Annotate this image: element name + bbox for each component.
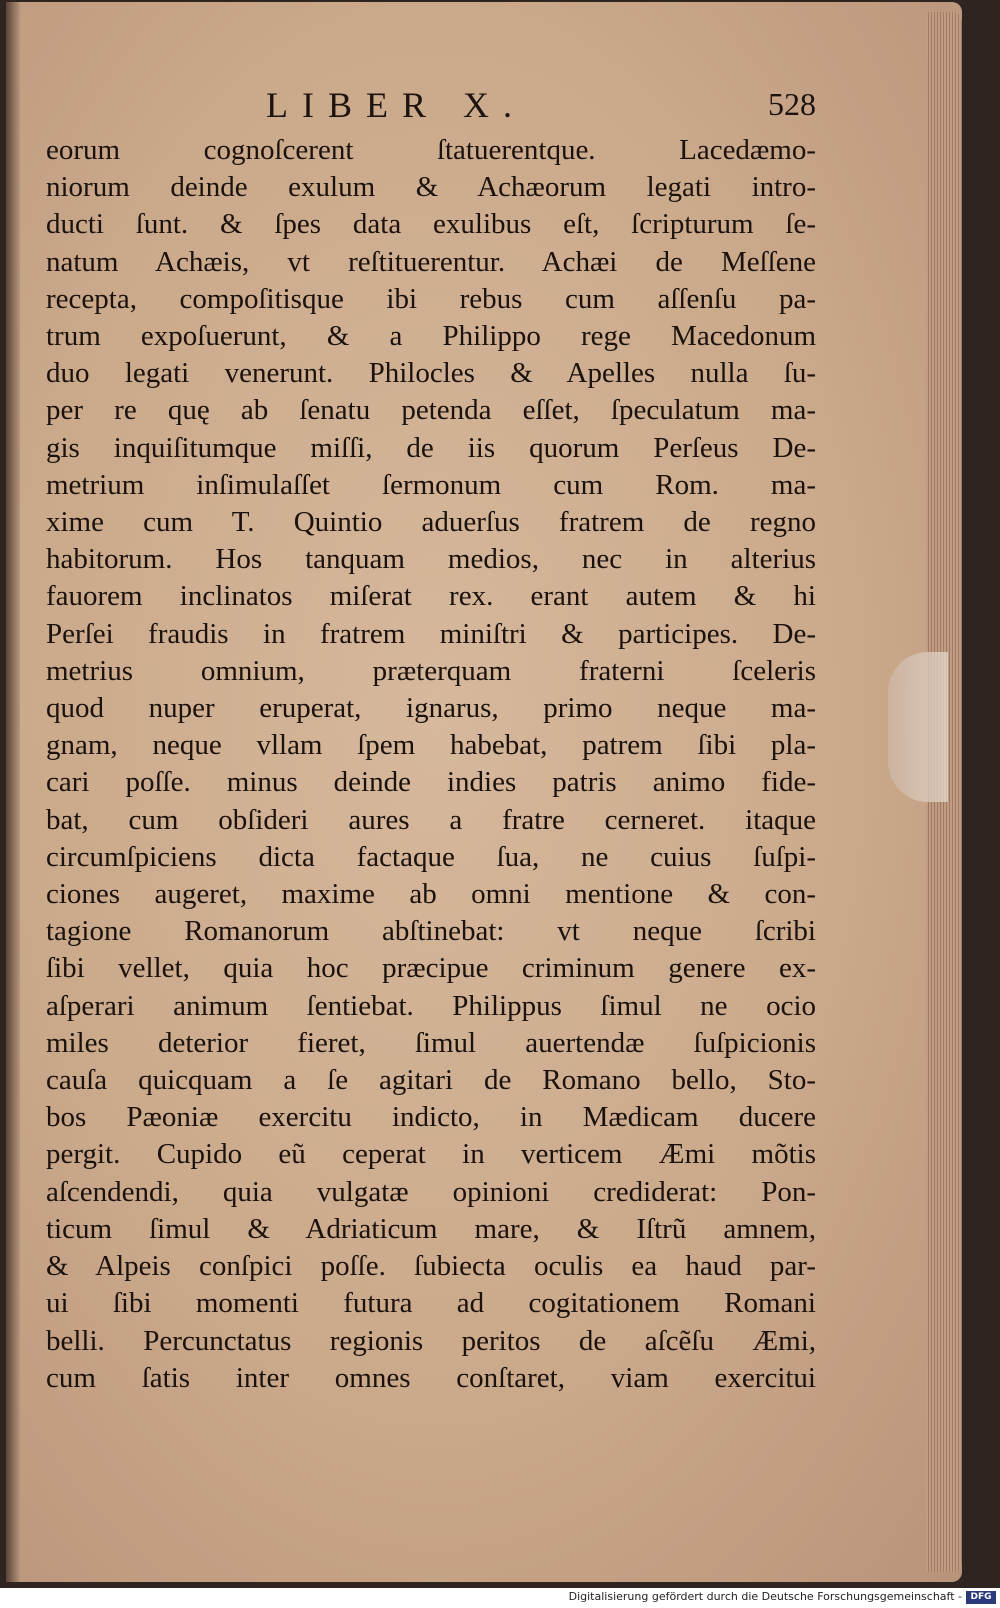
body-text	[46, 132, 816, 1397]
text-line: aſperari animum ſentiebat. Philippus ſimul ne ocio	[46, 989, 816, 1022]
text-line: ticum ſimul & Adriaticum mare, & Iſtrũ amnem,	[46, 1212, 816, 1245]
text-line: eorum cognoſcerent ſtatuerentque. Lacedæmo-	[46, 134, 816, 166]
text-line: aſcendendi, quia vulgatæ opinioni crediderat: Pon-	[46, 1175, 816, 1208]
running-head: LIBER X.	[266, 85, 526, 125]
page-clip	[888, 652, 948, 802]
text-line: cum ſatis inter omnes conſtaret, viam exercitui	[46, 1361, 816, 1394]
text-line: tagione Romanorum abſtinebat: vt neque ſcribi	[46, 915, 816, 948]
text-line: habitorum. Hos tanquam medios, nec in alterius	[46, 543, 816, 576]
text-line: circumſpiciens dicta factaque ſua, ne cuius ſuſpi-	[46, 840, 816, 873]
text-line: miles deterior fieret, ſimul auertendæ ſuſpicionis	[46, 1026, 816, 1059]
text-line: metrius omnium, præterquam fraterni ſceleris	[46, 654, 816, 687]
text-line: trum expoſuerunt, & a Philippo rege Macedonum	[46, 320, 816, 353]
text-line: xime cum T. Quintio aduerſus fratrem de regno	[46, 506, 816, 539]
text-line: ducti ſunt. & ſpes data exulibus eſt, ſcripturum ſe-	[46, 208, 816, 241]
page-header	[46, 84, 816, 134]
text-line: bos Pæoniæ exercitu indicto, in Mædicam ducere	[46, 1101, 816, 1134]
book-page	[6, 2, 962, 1582]
text-line: per re quę ab ſenatu petenda eſſet, ſpeculatum ma-	[46, 394, 816, 427]
text-line: cauſa quicquam a ſe agitari de Romano bello, Sto-	[46, 1064, 816, 1097]
text-line: recepta, compoſitisque ibi rebus cum aſſenſu pa-	[46, 282, 816, 315]
text-line: fauorem inclinatos miſerat rex. erant autem & hi	[46, 580, 816, 613]
text-line: niorum deinde exulum & Achæorum legati intro-	[46, 171, 816, 204]
text-line: pergit. Cupido eũ ceperat in verticem Æmi mõtis	[46, 1138, 816, 1171]
text-line: Perſei fraudis in fratrem miniſtri & participes. De-	[46, 617, 816, 650]
text-line: metrium inſimulaſſet ſermonum cum Rom. ma-	[46, 468, 816, 501]
dfg-logo: DFG	[966, 1591, 996, 1604]
binding-gutter	[6, 2, 20, 1582]
text-line: ui ſibi momenti futura ad cogitationem Romani	[46, 1287, 816, 1320]
text-line: natum Achæis, vt reſtituerentur. Achæi de Meſſene	[46, 245, 816, 278]
text-line: ſibi vellet, quia hoc præcipue criminum genere ex-	[46, 952, 816, 985]
text-line: ciones augeret, maxime ab omni mentione & con-	[46, 878, 816, 911]
footer-bar	[0, 1588, 1000, 1608]
text-line: quod nuper eruperat, ignarus, primo neque ma-	[46, 692, 816, 725]
text-line: & Alpeis conſpici poſſe. ſubiecta oculis ea haud par-	[46, 1250, 816, 1283]
text-line: belli. Percunctatus regionis peritos de aſcẽſu Æmi,	[46, 1324, 816, 1357]
text-line: gnam, neque vllam ſpem habebat, patrem ſibi pla-	[46, 729, 816, 762]
text-line: gis inquiſitumque miſſi, de iis quorum Perſeus De-	[46, 431, 816, 464]
text-line: cari poſſe. minus deinde indies patris animo fide-	[46, 766, 816, 799]
text-line: bat, cum obſideri aures a fratre cerneret. itaque	[46, 803, 816, 836]
digitization-credit: Digitalisierung gefördert durch die Deutsche Forschungsgemeinschaft -	[568, 1590, 962, 1603]
text-line: duo legati venerunt. Philocles & Apelles nulla ſu-	[46, 357, 816, 390]
page-number: 528	[768, 86, 816, 122]
